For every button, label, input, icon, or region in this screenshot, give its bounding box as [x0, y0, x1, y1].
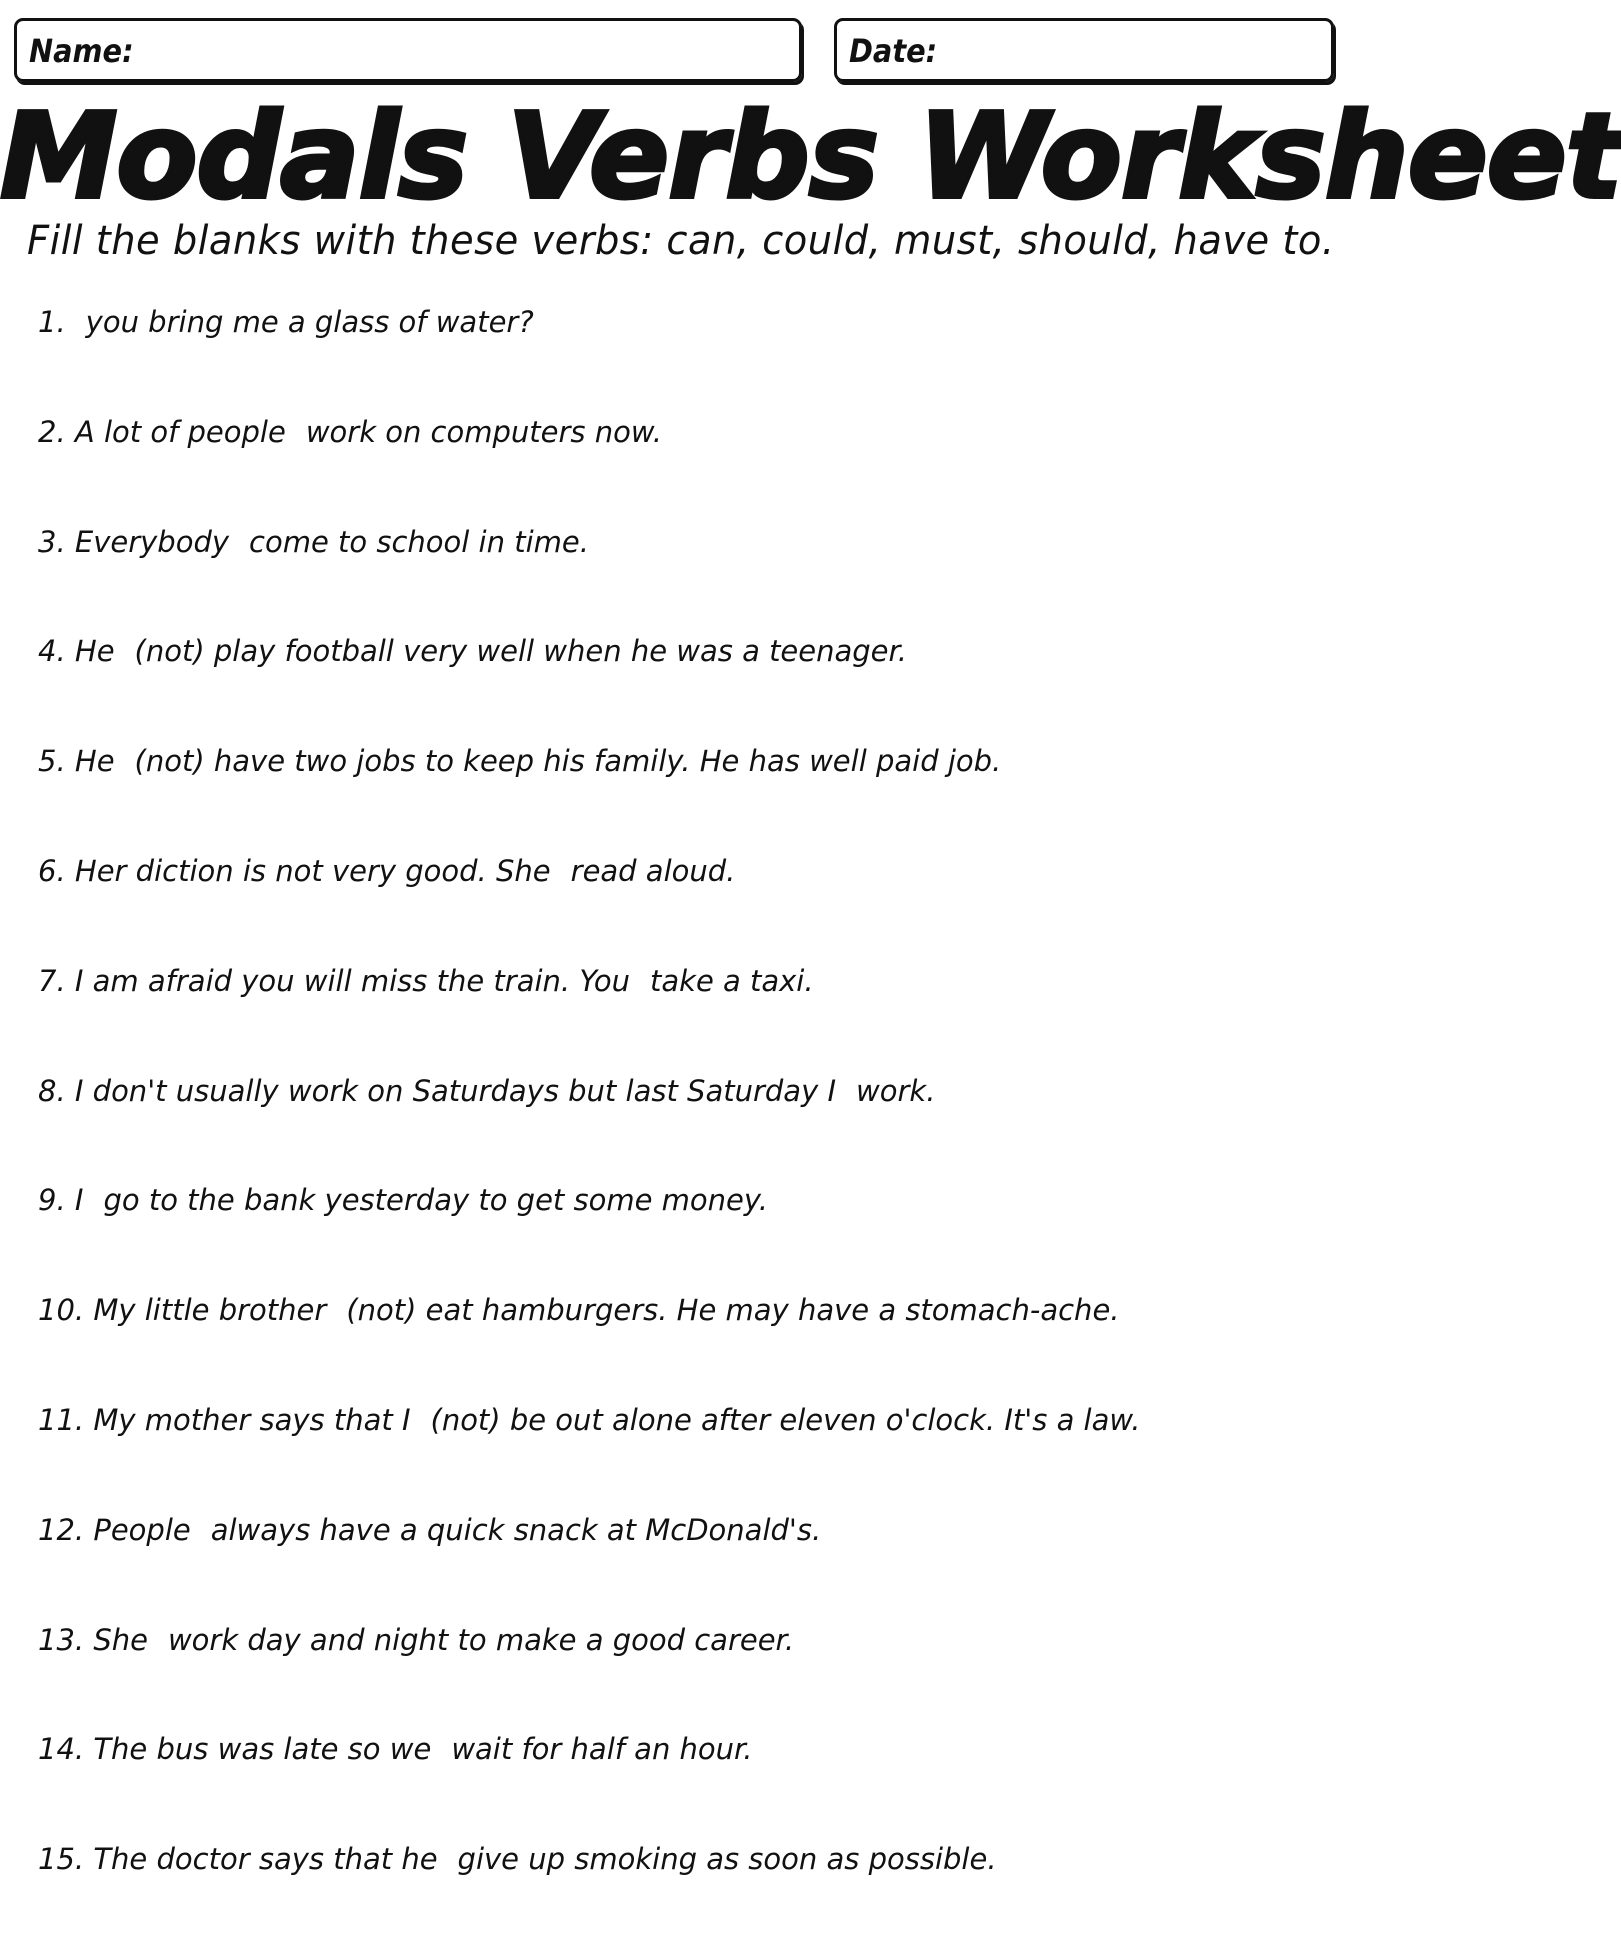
- question-text-after: read aloud.: [570, 853, 736, 888]
- question-text-before: 8. I don't usually work on Saturdays but last Saturday I: [38, 1073, 837, 1108]
- question-6: [38, 849, 1338, 959]
- question-12: [38, 1508, 1338, 1618]
- question-text-after: work on computers now.: [305, 414, 662, 449]
- question-1: [38, 300, 1338, 410]
- question-text-before: 7. I am afraid you will miss the train. You: [38, 963, 631, 998]
- question-5: [38, 739, 1338, 849]
- question-11: [38, 1398, 1338, 1508]
- question-text-after: wait for half an hour.: [451, 1732, 753, 1767]
- question-text-before: 14. The bus was late so we: [38, 1732, 432, 1767]
- question-text-before: 3. Everybody: [38, 524, 230, 559]
- question-text-after: give up smoking as soon as possible.: [457, 1842, 997, 1877]
- date-label: Date:: [849, 32, 938, 70]
- question-text-before: 4. He: [38, 634, 115, 669]
- question-text-before: 6. Her diction is not very good. She: [38, 853, 551, 888]
- question-text-after: you bring me a glass of water?: [85, 305, 534, 339]
- name-label: Name:: [29, 32, 134, 70]
- question-text-before: 10. My little brother: [38, 1293, 327, 1328]
- question-text-before: 13. She: [38, 1622, 148, 1657]
- question-text-after: go to the bank yesterday to get some money.: [103, 1183, 769, 1218]
- question-text-before: 9. I: [38, 1183, 84, 1218]
- question-text-before: 2. A lot of people: [38, 414, 286, 449]
- worksheet-title: Modals Verbs Worksheet: [0, 87, 1621, 225]
- question-text-before: 1.: [38, 305, 66, 339]
- question-text-before: 15. The doctor says that he: [38, 1842, 438, 1877]
- question-text-after: work day and night to make a good career.: [167, 1622, 795, 1657]
- question-list: [38, 300, 1338, 1947]
- question-9: [38, 1178, 1338, 1288]
- question-text-after: always have a quick snack at McDonald's.: [210, 1512, 822, 1547]
- question-text-after: work.: [856, 1073, 936, 1108]
- question-4: [38, 629, 1338, 739]
- instructions: Fill the blanks with these verbs: can, could, must, should, have to.: [27, 218, 1335, 264]
- date-field[interactable]: [834, 18, 1334, 82]
- question-text-after: take a taxi.: [650, 963, 814, 998]
- question-13: [38, 1618, 1338, 1728]
- question-text-before: 5. He: [38, 744, 115, 779]
- question-text-after: (not) have two jobs to keep his family. He has well paid job.: [134, 744, 1002, 779]
- question-15: [38, 1837, 1338, 1947]
- question-2: [38, 410, 1338, 520]
- question-3: [38, 520, 1338, 630]
- question-text-after: (not) be out alone after eleven o'clock. It's a law.: [430, 1402, 1141, 1437]
- question-text-before: 11. My mother says that I: [38, 1402, 411, 1437]
- question-14: [38, 1727, 1338, 1837]
- question-10: [38, 1288, 1338, 1398]
- name-field[interactable]: [14, 18, 802, 82]
- question-7: [38, 959, 1338, 1069]
- question-text-before: 12. People: [38, 1512, 191, 1547]
- question-8: [38, 1069, 1338, 1179]
- question-text-after: (not) eat hamburgers. He may have a stomach-ache.: [346, 1293, 1120, 1328]
- question-text-after: come to school in time.: [249, 524, 589, 559]
- question-text-after: (not) play football very well when he was a teenager.: [134, 634, 907, 669]
